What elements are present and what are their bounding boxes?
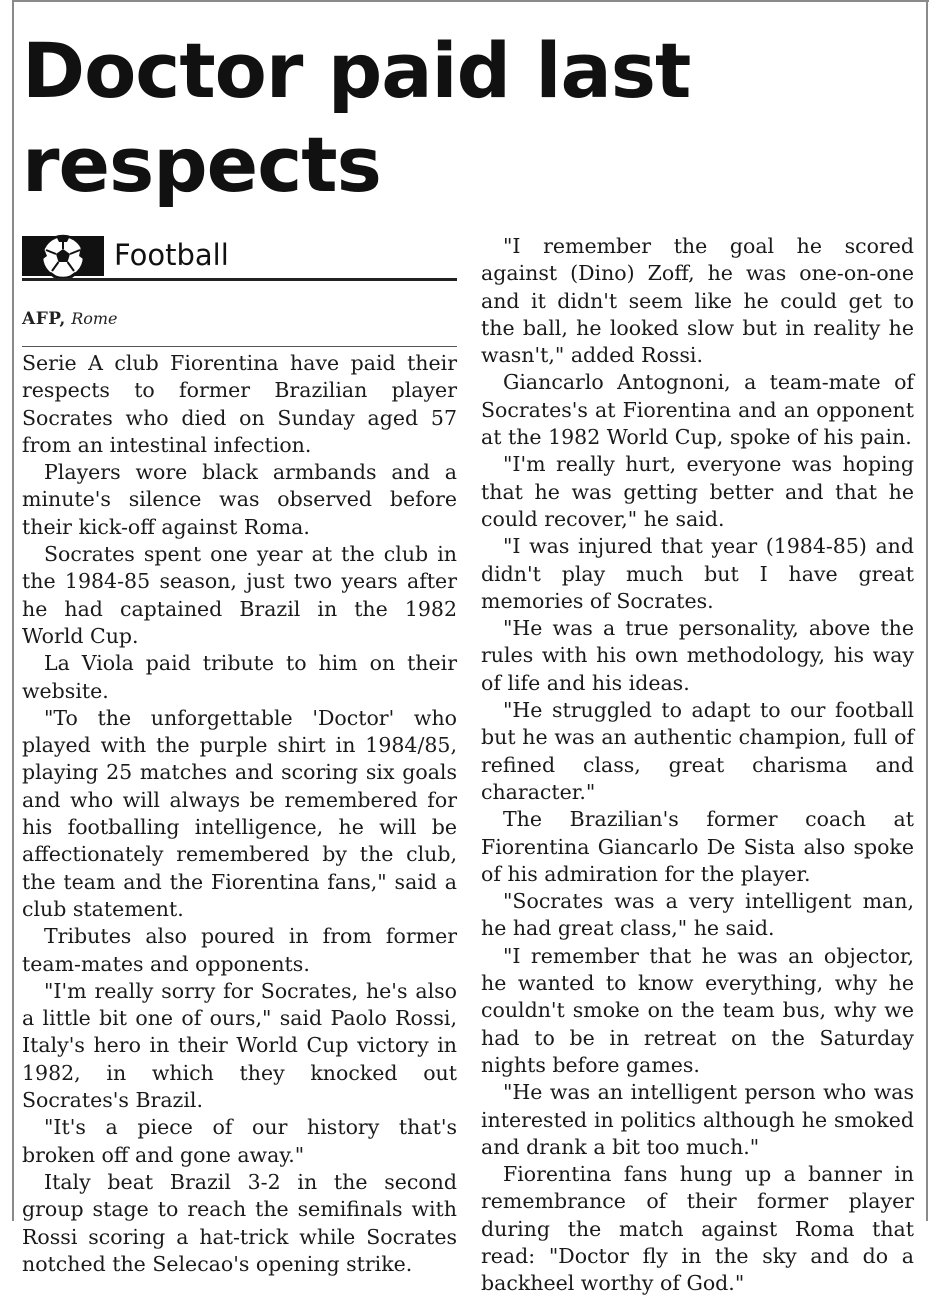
section-rule <box>22 278 457 281</box>
paragraph: Fiorentina fans hung up a banner in remembrance of their former player during the match against Roma that read: "Doctor fly in the sky and do a backheel worthy of God." <box>481 1162 914 1296</box>
frame-border-left <box>12 0 14 1221</box>
paragraph: The Brazilian's former coach at Fiorentina Giancarlo De Sista also spoke of his admiration for the player. <box>481 807 914 886</box>
paragraph: "It's a piece of our history that's broken off and gone away." <box>22 1115 457 1167</box>
paragraph: Italy beat Brazil 3-2 in the second group stage to reach the semifinals with Rossi scoring a hat-trick while Socrates notched the Selecao's opening strike. <box>22 1169 457 1276</box>
paragraph: "I remember the goal he scored against (Dino) Zoff, he was one-on-one and it didn't seem like he could get to the ball, he looked slow but in reality he wasn't," added Rossi. <box>481 234 914 368</box>
paragraph: "I'm really sorry for Socrates, he's also a little bit one of ours," said Paolo Rossi, Italy's hero in their World Cup victory in 1982, in which they knocked out Socrates's Brazil. <box>22 978 457 1113</box>
article-column-left <box>22 350 457 1278</box>
paragraph: "Socrates was a very intelligent man, he had great class," he said. <box>481 889 914 941</box>
paragraph: "To the unforgettable 'Doctor' who played with the purple shirt in 1984/85, playing 25 matches and scoring six goals and who will always be remembered for his footballing intelligence, he will be affectionately remembered by the club, the team and the Fiorentina fans," said a club statement. <box>22 705 457 921</box>
byline <box>22 309 118 329</box>
paragraph: "I remember that he was an objector, he wanted to know everything, why he couldn't smoke on the team bus, why we had to be in retreat on the Saturday nights before games. <box>481 943 914 1077</box>
football-icon <box>38 234 88 280</box>
frame-border-top <box>12 0 929 2</box>
paragraph: "He struggled to adapt to our football but he was an authentic champion, full of refined class, great charisma and character." <box>481 698 914 804</box>
byline-city: Rome <box>71 309 118 328</box>
paragraph: "I was injured that year (1984-85) and didn't play much but I have great memories of Socrates. <box>481 534 914 613</box>
paragraph: Serie A club Fiorentina have paid their respects to former Brazilian player Socrates who died on Sunday aged 57 from an intestinal infection. <box>22 351 457 457</box>
paragraph: Players wore black armbands and a minute's silence was observed before their kick-off against Roma. <box>22 460 457 539</box>
section-tag <box>22 234 457 284</box>
byline-rule <box>22 346 457 347</box>
headline: Doctor paid last respects <box>22 26 691 209</box>
byline-agency: AFP, <box>22 309 66 329</box>
paragraph: "He was an intelligent person who was interested in politics although he smoked and drank a bit too much." <box>481 1080 914 1159</box>
article-column-right <box>481 233 914 1298</box>
section-label: Football <box>114 238 229 272</box>
paragraph: "I'm really hurt, everyone was hoping that he was getting better and that he could recover," he said. <box>481 452 914 531</box>
paragraph: La Viola paid tribute to him on their website. <box>22 651 457 703</box>
paragraph: Socrates spent one year at the club in the 1984-85 season, just two years after he had captained Brazil in the 1982 World Cup. <box>22 542 457 648</box>
paragraph: Giancarlo Antognoni, a team-mate of Socrates's at Fiorentina and an opponent at the 1982 World Cup, spoke of his pain. <box>481 370 914 450</box>
frame-border-right <box>926 0 928 1221</box>
paragraph: "He was a true personality, above the rules with his own methodology, his way of life and his ideas. <box>481 616 914 695</box>
paragraph: Tributes also poured in from former team-mates and opponents. <box>22 924 457 976</box>
